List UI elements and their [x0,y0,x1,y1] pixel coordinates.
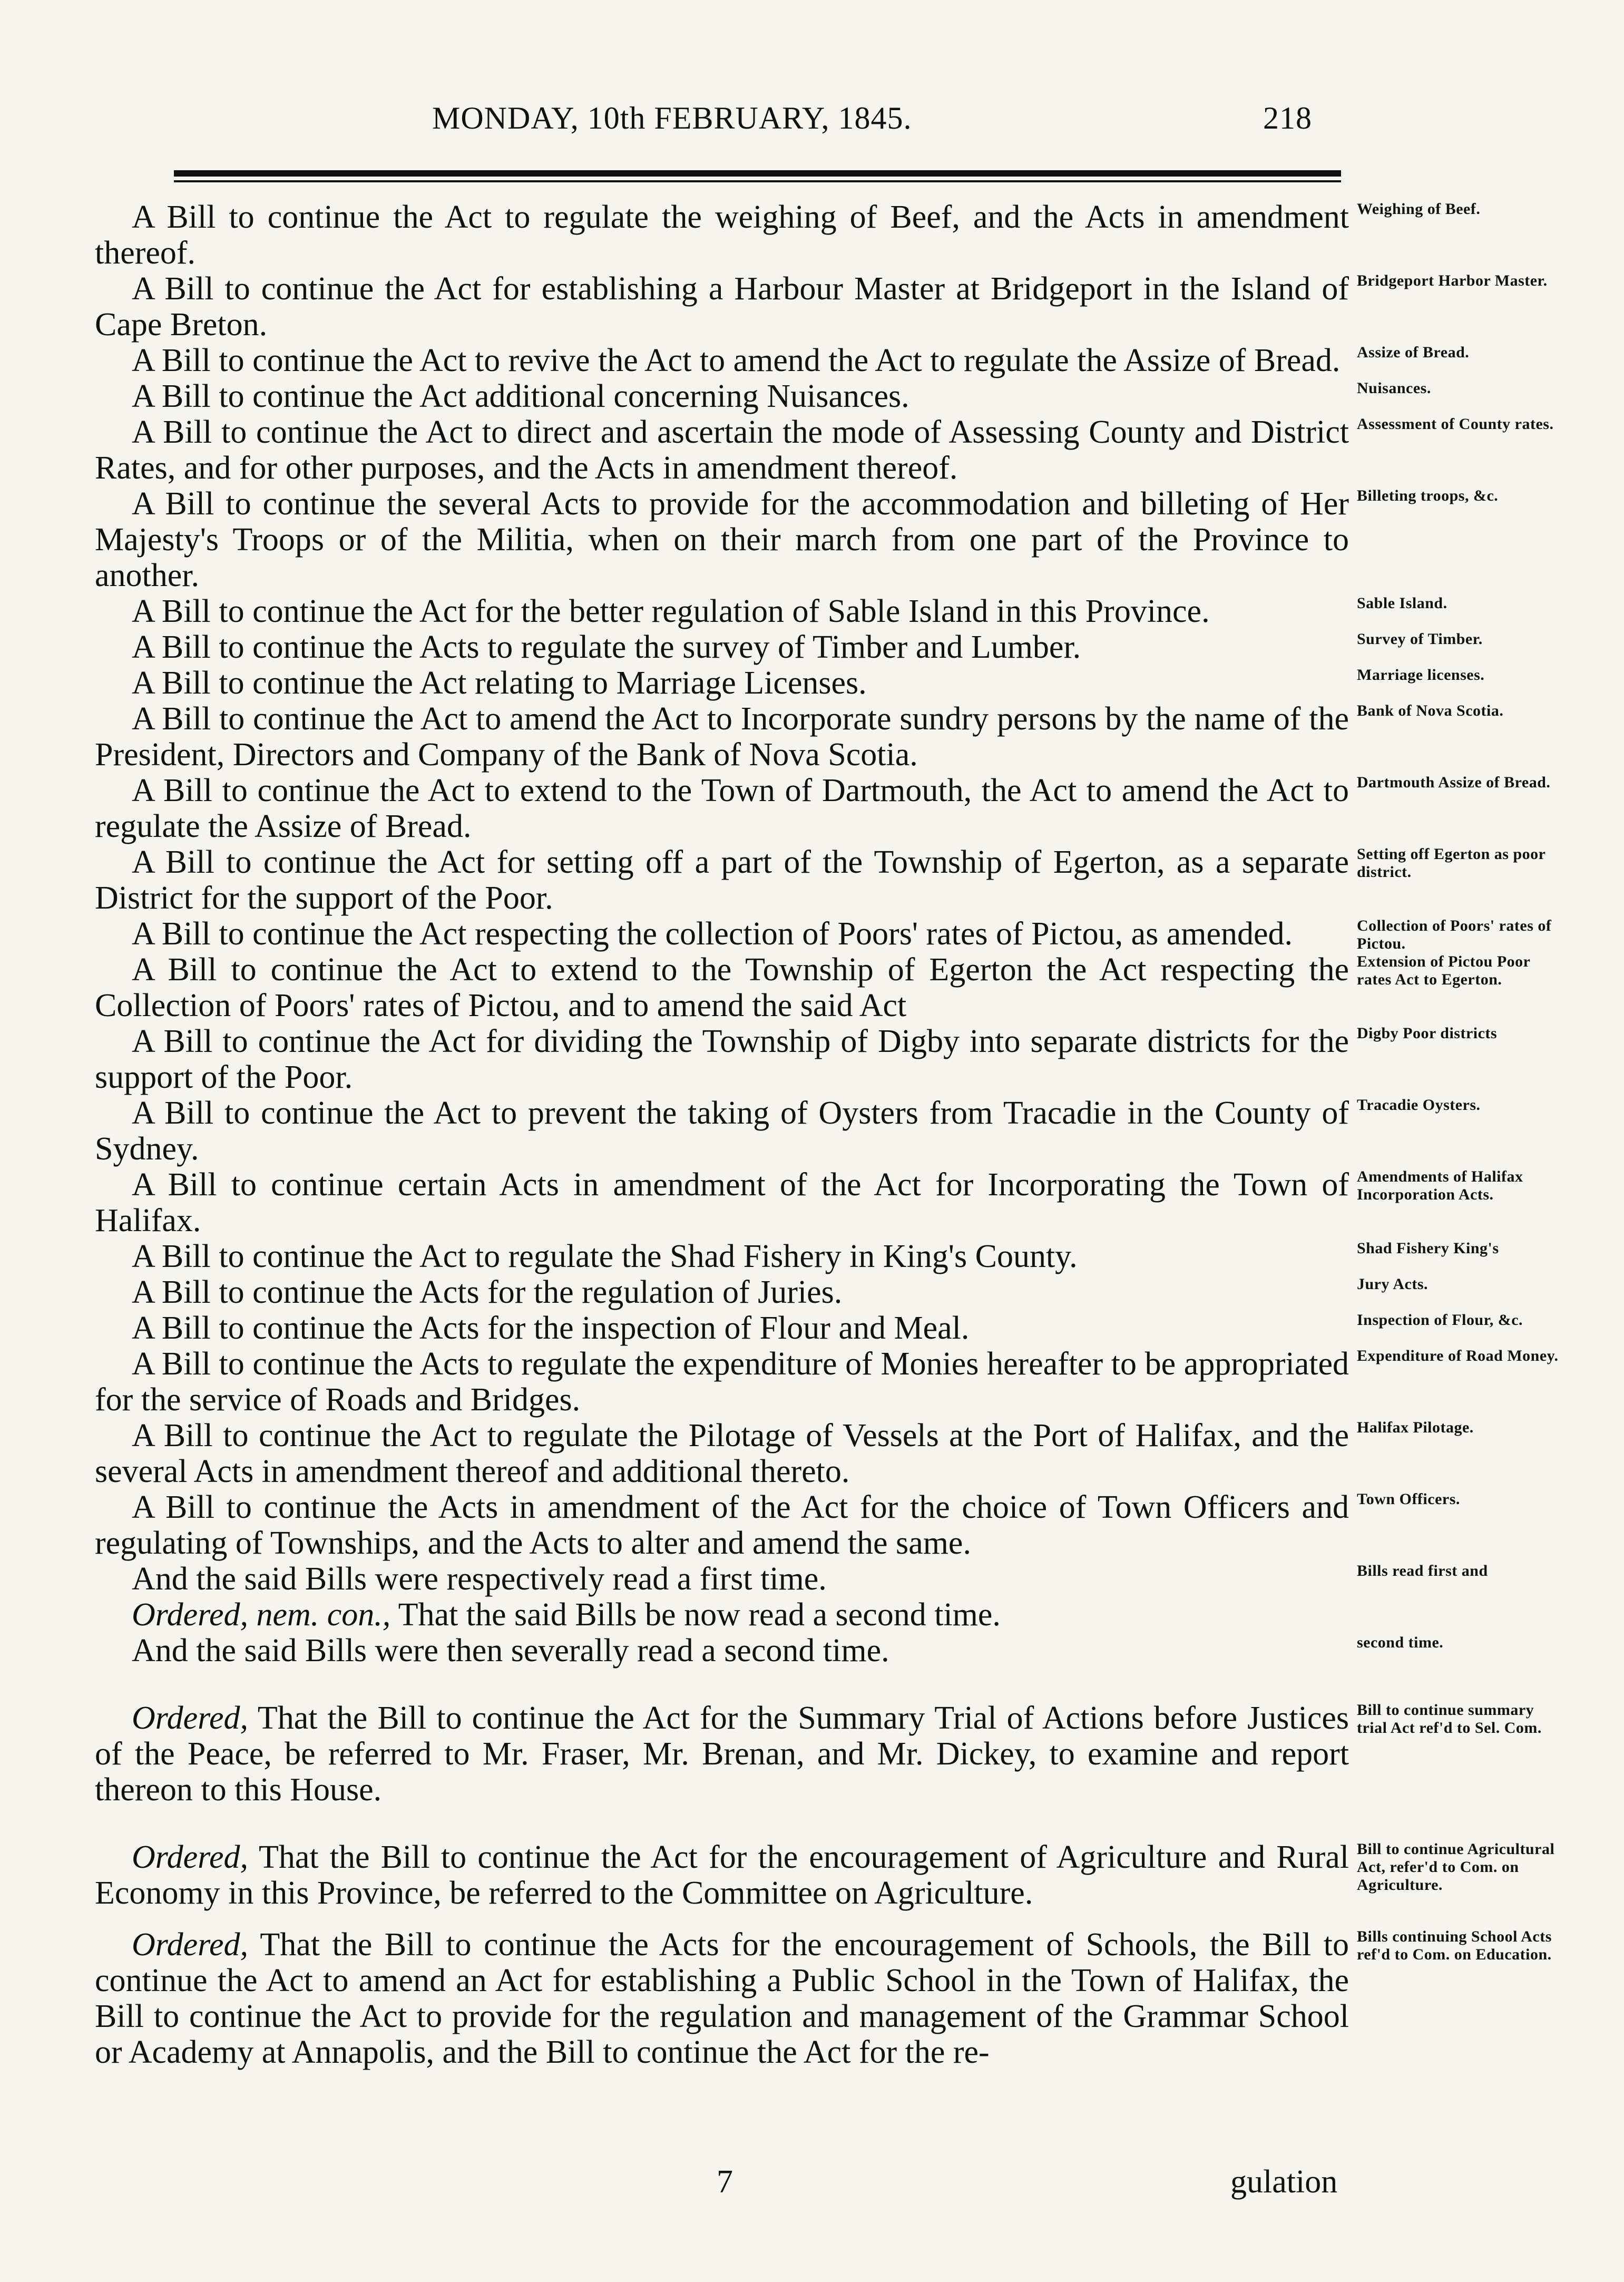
margin-note: second time. [1357,1634,1444,1651]
entry-text: A Bill to continue the Act for the better regulation of Sable Island in this Province. [132,593,1210,629]
margin-note: Nuisances. [1357,379,1431,397]
entry-text: A Bill to continue the Act for setting off a part of the Township of Egerton, as a separate District for the support of the Poor. [95,844,1349,916]
journal-entry [95,916,1552,952]
journal-entry [95,1274,1428,1310]
entry-lead: Ordered, [132,1927,248,1963]
journal-entry [95,1597,1349,1633]
journal-entry [95,1418,1474,1489]
journal-entry [95,1700,1542,1808]
entry-text: That the Bill to continue the Act for the encouragement of Agriculture and Rural Economy in this Province, be referred to the Committee on Agriculture. [95,1839,1349,1911]
entry-text: A Bill to continue the Acts to regulate the expenditure of Monies hereafter to be appropriated for the service of Roads and Bridges. [95,1346,1349,1418]
margin-note: Weighing of Beef. [1357,200,1481,218]
margin-note: Setting off Egerton as poor district. [1357,845,1545,881]
header-rule-thin [174,180,1341,182]
margin-note: Bills read first and [1357,1562,1488,1579]
catchword: gulation [1230,2164,1338,2200]
entry-text: A Bill to continue the Act to direct and ascertain the mode of Assessing County and District Rates, and for other purposes, and the Acts in amendment thereof. [95,414,1349,486]
journal-entry [95,486,1499,593]
page-title: MONDAY, 10th FEBRUARY, 1845. [432,101,912,135]
margin-note: Bills continuing School Acts ref'd to Com. on Education. [1357,1928,1552,1963]
margin-note: Shad Fishery King's [1357,1240,1499,1257]
entry-text: A Bill to continue the Acts to regulate the survey of Timber and Lumber. [132,629,1081,665]
margin-note: Bank of Nova Scotia. [1357,702,1504,719]
margin-note: Assessment of County rates. [1357,415,1554,433]
journal-entry [95,199,1481,271]
journal-body [95,199,1559,2070]
margin-note: Jury Acts. [1357,1275,1428,1293]
entry-text: A Bill to continue the Act relating to Marriage Licenses. [132,665,867,701]
entry-text: And the said Bills were then severally read a second time. [132,1633,889,1669]
margin-note: Digby Poor districts [1357,1025,1498,1042]
entry-text: A Bill to continue the Act to prevent the taking of Oysters from Tracadie in the County of Sydney. [95,1095,1349,1167]
journal-entry [95,1927,1552,2070]
journal-entry [95,629,1483,665]
journal-entry [95,665,1485,701]
journal-entry [95,1346,1559,1418]
entry-text: A Bill to continue the Act additional concerning Nuisances. [132,378,909,414]
margin-note: Inspection of Flour, &c. [1357,1311,1523,1329]
entry-text: A Bill to continue the Act to extend to the Town of Dartmouth, the Act to amend the Act to regulate the Assize of Bread. [95,773,1349,844]
page-number: 218 [1263,101,1312,135]
margin-note: Bill to continue summary trial Act ref'd to Sel. Com. [1357,1701,1542,1737]
entry-text: That the Bill to continue the Acts for the encouragement of Schools, the Bill to continue the Act to amend an Act for establishing a Public School in the Town of Halifax, the Bill to continue the Act to provide for the regulation and management of the Grammar School or Academy at Annapolis, and the Bill to continue the Act for the re- [95,1927,1349,2070]
entry-lead: Ordered, [132,1700,248,1736]
entry-text: A Bill to continue the Act to extend to the Township of Egerton the Act respecting the Collection of Poors' rates of Pictou, and to amend the said Act [95,952,1349,1023]
journal-entry [95,271,1548,343]
entry-text: A Bill to continue the Act to regulate the weighing of Beef, and the Acts in amendment thereof. [95,199,1349,271]
header-rule-thick [174,170,1341,177]
entry-text: A Bill to continue the Acts for the inspection of Flour and Meal. [132,1310,970,1346]
entry-text: And the said Bills were respectively read a first time. [132,1561,827,1597]
journal-entry [95,1167,1523,1238]
margin-note: Amendments of Halifax Incorporation Acts. [1357,1168,1523,1203]
margin-note: Expenditure of Road Money. [1357,1347,1559,1364]
entry-text: A Bill to continue the several Acts to provide for the accommodation and billeting of Her Majesty's Troops or of the Militia, when on their march from one part of the Province to another. [95,486,1349,593]
margin-note: Survey of Timber. [1357,630,1483,648]
margin-note: Halifax Pilotage. [1357,1419,1474,1436]
journal-entry [95,414,1554,486]
entry-lead: Ordered, [132,1839,248,1875]
entry-text: A Bill to continue the Act for dividing the Township of Digby into separate districts for the support of the Poor. [95,1023,1349,1095]
entry-text: A Bill to continue the Act respecting the collection of Poors' rates of Pictou, as amended. [132,916,1293,952]
entry-text: A Bill to continue the Acts for the regulation of Juries. [132,1274,843,1310]
entry-text: A Bill to continue certain Acts in amendment of the Act for Incorporating the Town of Halifax. [95,1167,1349,1238]
journal-entry [95,1489,1460,1561]
entry-text: A Bill to continue the Acts in amendment of the Act for the choice of Town Officers and regulating of Townships, and the Acts to alter and amend the same. [95,1489,1349,1561]
margin-note: Assize of Bread. [1357,344,1470,361]
journal-entry [95,378,1431,414]
journal-entry [95,952,1530,1023]
entry-text: A Bill to continue the Act to regulate the Pilotage of Vessels at the Port of Halifax, and the several Acts in amendment thereof and additional thereto. [95,1418,1349,1489]
margin-note: Dartmouth Assize of Bread. [1357,774,1551,791]
journal-entry [95,1839,1555,1911]
entry-text: A Bill to continue the Act to regulate the Shad Fishery in King's County. [132,1238,1078,1274]
entry-lead: Ordered, nem. con., [132,1597,391,1633]
entry-text: That the Bill to continue the Act for the Summary Trial of Actions before Justices of the Peace, be referred to Mr. Fraser, Mr. Brenan, and Mr. Dickey, to examine and report thereon to this House. [95,1700,1349,1808]
journal-entry [95,773,1551,844]
journal-entry [95,1023,1498,1095]
margin-note: Town Officers. [1357,1490,1460,1508]
journal-entry [95,701,1504,773]
journal-entry [95,1238,1499,1274]
margin-note: Bill to continue Agricultural Act, refer'd to Com. on Agriculture. [1357,1840,1555,1894]
journal-entry [95,343,1470,378]
entry-text: A Bill to continue the Act to amend the Act to Incorporate sundry persons by the name of the President, Directors and Company of the Bank of Nova Scotia. [95,701,1349,773]
section-gap [95,1669,1349,1700]
margin-note: Bridgeport Harbor Master. [1357,272,1548,289]
margin-note: Tracadie Oysters. [1357,1096,1481,1114]
margin-note: Billeting troops, &c. [1357,487,1499,504]
section-gap [95,1911,1349,1927]
margin-note: Extension of Pictou Poor rates Act to Egerton. [1357,953,1530,988]
entry-text: That the said Bills be now read a second time. [390,1597,1001,1633]
margin-note: Marriage licenses. [1357,666,1485,684]
entry-text: A Bill to continue the Act to revive the Act to amend the Act to regulate the Assize of Bread. [132,343,1341,378]
journal-entry [95,1095,1481,1167]
journal-entry [95,593,1447,629]
journal-entry [95,1310,1523,1346]
entry-text: A Bill to continue the Act for establishing a Harbour Master at Bridgeport in the Island of Cape Breton. [95,271,1349,343]
journal-entry [95,1633,1444,1669]
page-header [95,100,1333,148]
journal-entry [95,1561,1488,1597]
margin-note: Collection of Poors' rates of Pictou. [1357,917,1552,952]
signature-mark: 7 [717,2164,733,2200]
section-gap [95,1808,1349,1839]
margin-note: Sable Island. [1357,594,1447,612]
journal-entry [95,844,1545,916]
